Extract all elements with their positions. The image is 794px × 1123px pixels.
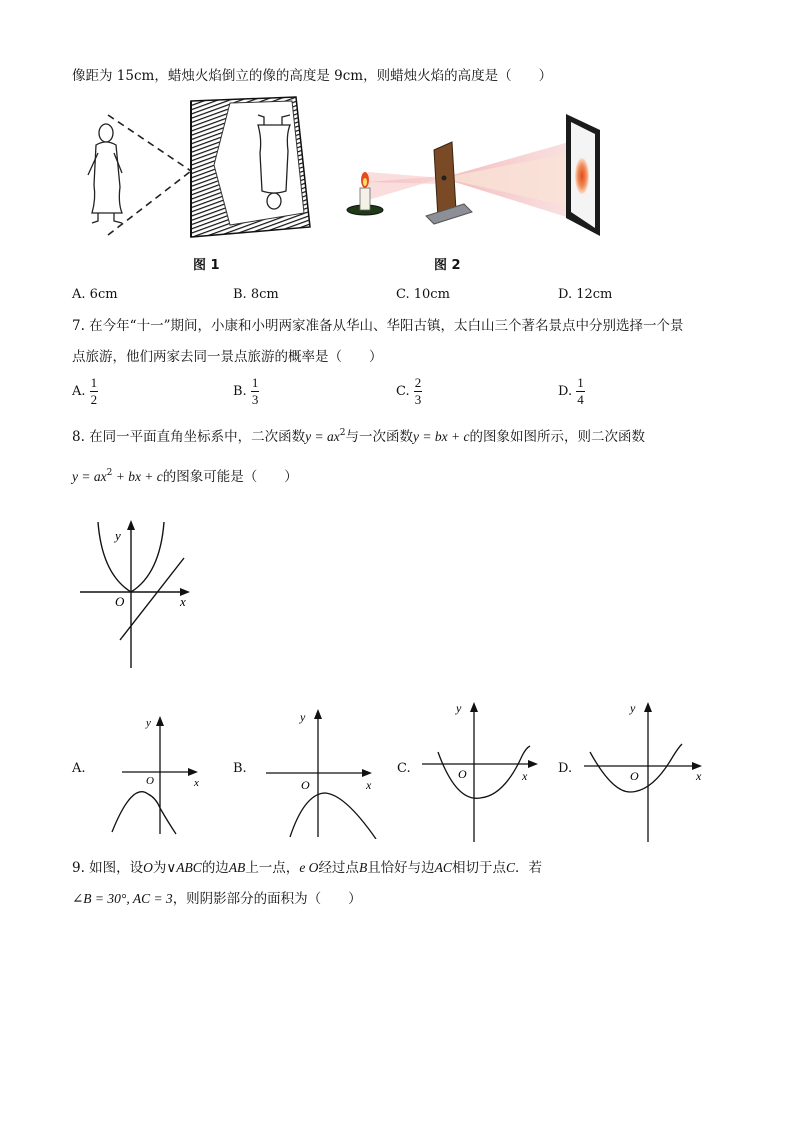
svg-text:x: x xyxy=(696,769,702,783)
svg-text:x: x xyxy=(194,777,199,789)
origin-label: O xyxy=(115,594,125,609)
svg-text:y: y xyxy=(300,710,306,724)
q7-option-b[interactable]: B. $\frac{1}{3}$ xyxy=(233,375,259,407)
q9-stem-line-1: 9. 如图，设O为∨ABC的边AB上一点，e O经过点B且恰好与边AC相切于点C．若 xyxy=(72,860,542,876)
q6-option-c[interactable]: C. 10cm xyxy=(396,287,450,302)
axis-y-label: y xyxy=(115,528,121,543)
q8-option-d-letter[interactable]: D. xyxy=(558,761,573,776)
q8-option-b-graph[interactable] xyxy=(264,705,384,839)
q8-option-d-graph[interactable] xyxy=(582,698,712,844)
svg-text:x: x xyxy=(522,769,528,783)
svg-text:y: y xyxy=(456,701,462,715)
svg-text:O: O xyxy=(146,775,154,787)
q8-option-a-letter[interactable]: A. xyxy=(72,761,86,776)
fraction: $\frac{2}{3}$ xyxy=(414,375,422,407)
figure-2-caption: 图 2 xyxy=(434,258,461,273)
q6-option-a[interactable]: A. 6cm xyxy=(72,287,118,302)
q6-stem-tail: 像距为 15cm，蜡烛火焰倒立的像的高度是 9cm，则蜡烛火焰的高度是（ ） xyxy=(72,68,553,84)
q8-stem-line-2: $y = ax^2$ + bx + c的图象可能是（ ） xyxy=(72,468,298,485)
fraction: $\frac{1}{2}$ xyxy=(90,375,98,407)
q7-option-c[interactable]: C. $\frac{2}{3}$ xyxy=(396,375,422,407)
svg-text:O: O xyxy=(630,769,639,783)
fraction: $\frac{1}{3}$ xyxy=(251,375,259,407)
figure-1-pinhole-image xyxy=(78,95,318,245)
q8-option-a-graph[interactable] xyxy=(108,712,208,836)
q9-stem-line-2: ∠B = 30°, AC = 3，则阴影部分的面积为（ ） xyxy=(72,891,362,907)
figure-2-candle-projection xyxy=(340,112,605,240)
svg-text:O: O xyxy=(458,767,467,781)
q6-option-b[interactable]: B. 8cm xyxy=(233,287,279,302)
axis-x-label: x xyxy=(180,594,186,609)
fraction: $\frac{1}{4}$ xyxy=(577,375,584,407)
svg-text:y: y xyxy=(146,717,151,729)
q8-given-graph xyxy=(78,518,198,670)
q7-option-d[interactable]: D. $\frac{1}{4}$ xyxy=(558,375,584,407)
q8-option-b-letter[interactable]: B. xyxy=(233,761,247,776)
q7-stem-line-1: 7. 在今年“十一”期间，小康和小明两家准备从华山、华阳古镇，太白山三个著名景点中分别选择一个景 xyxy=(72,318,684,334)
q8-option-c-letter[interactable]: C. xyxy=(397,761,411,776)
svg-text:y: y xyxy=(630,701,636,715)
q7-option-a[interactable]: A. $\frac{1}{2}$ xyxy=(72,375,98,407)
svg-text:O: O xyxy=(301,778,310,792)
q8-option-c-graph[interactable] xyxy=(420,698,550,844)
q8-stem-line-1: 8. 在同一平面直角坐标系中，二次函数$y = ax^2$与一次函数y = bx + c的图象如图所示，则二次函数 xyxy=(72,428,645,445)
q7-stem-line-2: 点旅游，他们两家去同一景点旅游的概率是（ ） xyxy=(72,349,383,365)
q6-option-d[interactable]: D. 12cm xyxy=(558,287,613,302)
svg-text:x: x xyxy=(366,778,372,792)
figure-1-caption: 图 1 xyxy=(193,258,220,273)
